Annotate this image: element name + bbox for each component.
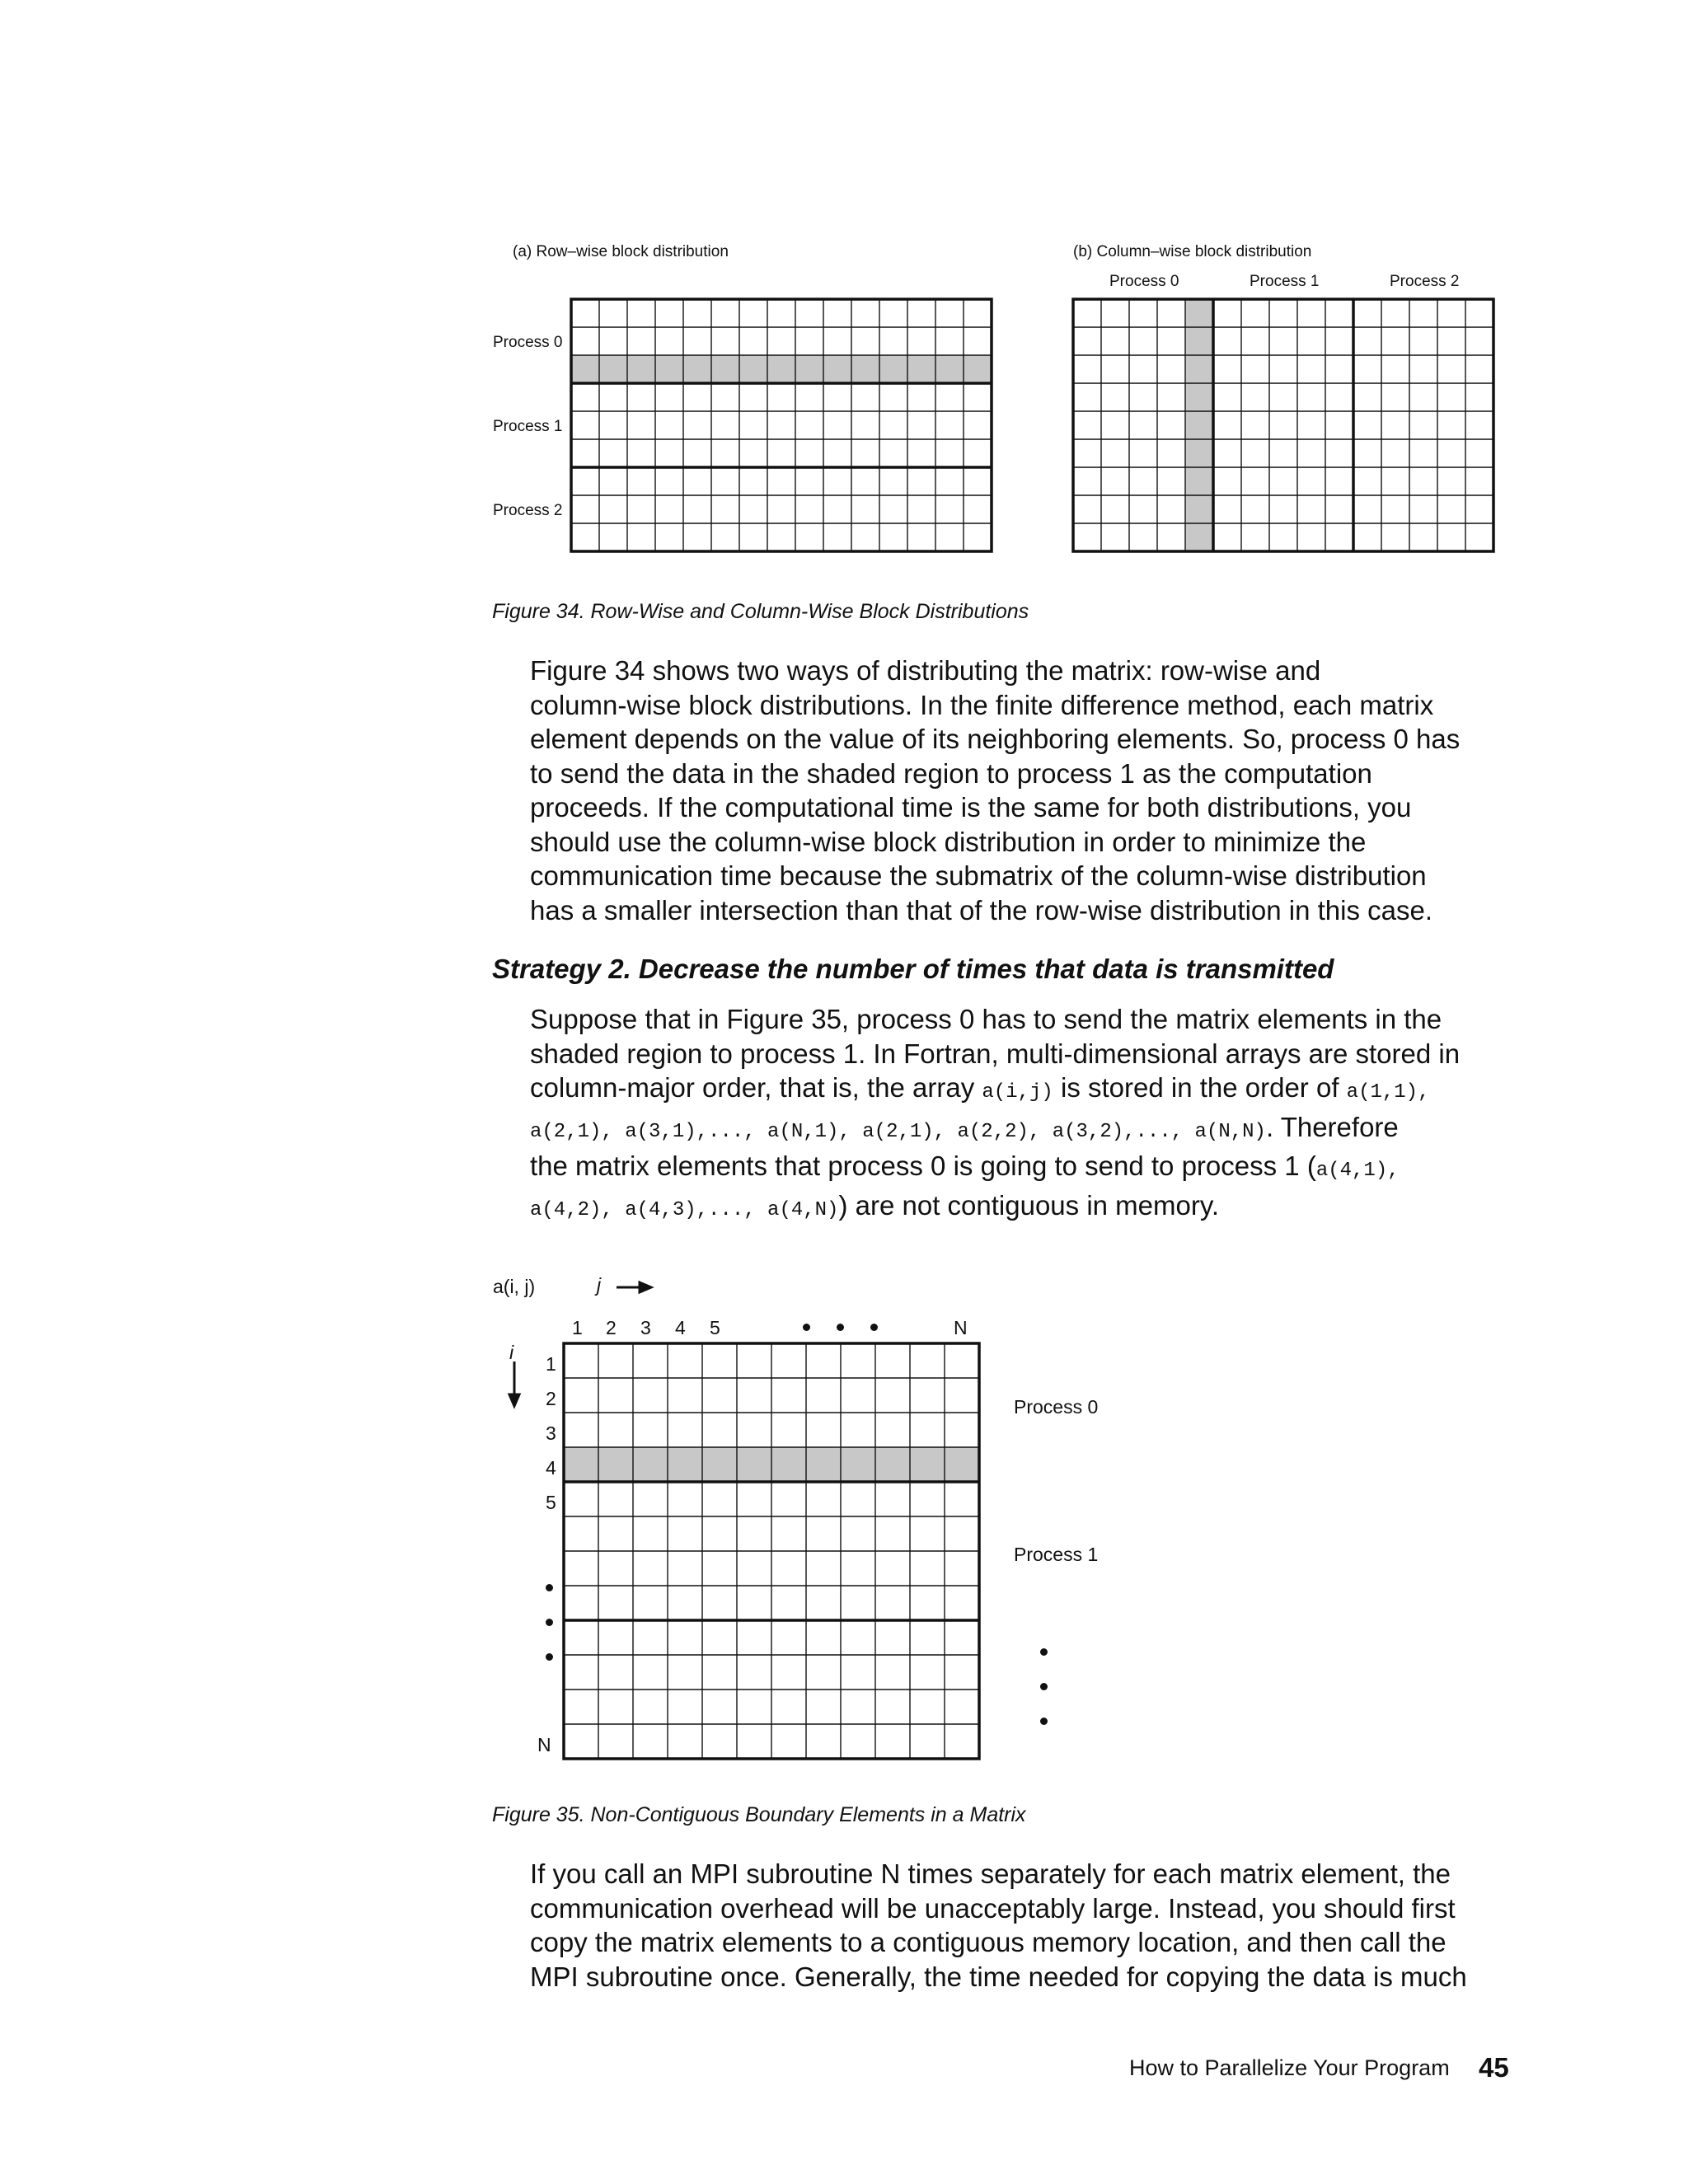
paragraph-1-line: communication time because the submatrix of the column-wise distribution: [530, 860, 1427, 891]
fig34-row-label-1: Process 1: [493, 418, 563, 435]
fig35-col-label-n: N: [954, 1317, 968, 1338]
fig35-j-label: j: [597, 1274, 602, 1296]
fig34-row-label-0: Process 0: [493, 334, 563, 351]
fig34-caption: Figure 34. Row-Wise and Column-Wise Block Distributions: [492, 600, 1029, 623]
paragraph-3-line: copy the matrix elements to a contiguous memory location, and then call the: [530, 1927, 1447, 1957]
strategy-heading: Strategy 2. Decrease the number of times that data is transmitted: [492, 954, 1334, 984]
paragraph-2-line: Suppose that in Figure 35, process 0 has to send the matrix elements in the: [530, 1004, 1442, 1034]
paragraph-1-line: should use the column-wise block distribution in order to minimize the: [530, 826, 1367, 857]
fig35-row-label-5: 5: [546, 1492, 556, 1513]
ellipsis-dot: [1040, 1718, 1048, 1725]
paragraph-1-line: proceeds. If the computational time is the same for both distributions, you: [530, 792, 1412, 823]
fig34-row-label-2: Process 2: [493, 502, 563, 519]
fig35-row-label-3: 3: [546, 1422, 556, 1444]
fig35-col-label-2: 2: [606, 1317, 617, 1338]
fig35-col-label-1: 1: [572, 1317, 583, 1338]
fig35-col-label-4: 4: [675, 1317, 686, 1338]
fig35-col-label-5: 5: [710, 1317, 720, 1338]
fig35-row-label-4: 4: [546, 1457, 556, 1479]
text-span: ) are not contiguous in memory.: [838, 1189, 1220, 1221]
fig35-matrix-label: a(i, j): [493, 1276, 536, 1297]
paragraph-3-line: If you call an MPI subroutine N times separately for each matrix element, the: [530, 1858, 1451, 1889]
inline-code: a(2,1), a(3,1),..., a(N,1), a(2,1), a(2,2), a(3,2),..., a(N,N): [530, 1120, 1266, 1143]
paragraph-3-line: communication overhead will be unacceptably large. Instead, you should first: [530, 1892, 1456, 1924]
fig35-col-label-3: 3: [640, 1317, 651, 1338]
paragraph-1-line: has a smaller intersection than that of the row-wise distribution in this case.: [530, 894, 1433, 926]
ellipsis-dot: [1040, 1648, 1048, 1656]
inline-code: a(4,2), a(4,3),..., a(4,N): [530, 1198, 839, 1221]
page-number: 45: [1479, 2052, 1509, 2083]
inline-code: a(i,j): [982, 1081, 1053, 1104]
paragraph-1-line: to send the data in the shaded region to process 1 as the computation: [530, 757, 1372, 789]
paragraph-3: [530, 1857, 1519, 1994]
fig35-caption: Figure 35. Non-Contiguous Boundary Elements in a Matrix: [492, 1803, 1026, 1826]
fig34-panel-b-title: (b) Column–wise block distribution: [1073, 243, 1312, 260]
fig34-col-label-0: Process 0: [1109, 273, 1179, 290]
paragraph-2-line: shaded region to process 1. In Fortran, multi-dimensional arrays are stored in: [530, 1038, 1461, 1069]
ellipsis-dot: [1040, 1683, 1048, 1690]
fig35-process-0-label: Process 0: [1014, 1396, 1099, 1418]
paragraph-1-line: Figure 34 shows two ways of distributing the matrix: row-wise and: [530, 655, 1321, 686]
fig34-panel-a-title: (a) Row–wise block distribution: [513, 243, 729, 260]
paragraph-3-line: MPI subroutine once. Generally, the time needed for copying the data is much: [530, 1961, 1467, 1992]
fig35-row-label-n: N: [537, 1734, 551, 1755]
fig35-row-label-1: 1: [546, 1353, 556, 1375]
fig34-col-label-1: Process 1: [1250, 273, 1320, 290]
footer-title: How to Parallelize Your Program: [1129, 2055, 1450, 2080]
fig35-process-1-label: Process 1: [1014, 1544, 1099, 1565]
text-span: is stored in the order of: [1053, 1072, 1347, 1103]
paragraph-1-line: column-wise block distributions. In the finite difference method, each matrix: [530, 689, 1434, 720]
fig35-i-label: i: [509, 1342, 514, 1363]
inline-code: a(4,1),: [1315, 1160, 1400, 1182]
paragraph-1-line: element depends on the value of its neighboring elements. So, process 0 has: [530, 724, 1461, 754]
fig34-col-label-2: Process 2: [1390, 273, 1460, 290]
text-span: . Therefore: [1265, 1111, 1399, 1142]
text-span: column-major order, that is, the array: [530, 1072, 982, 1103]
fig35-row-label-2: 2: [546, 1388, 556, 1409]
inline-code: a(1,1),: [1346, 1081, 1430, 1104]
text-span: the matrix elements that process 0 is going to send to process 1 (: [530, 1151, 1316, 1181]
